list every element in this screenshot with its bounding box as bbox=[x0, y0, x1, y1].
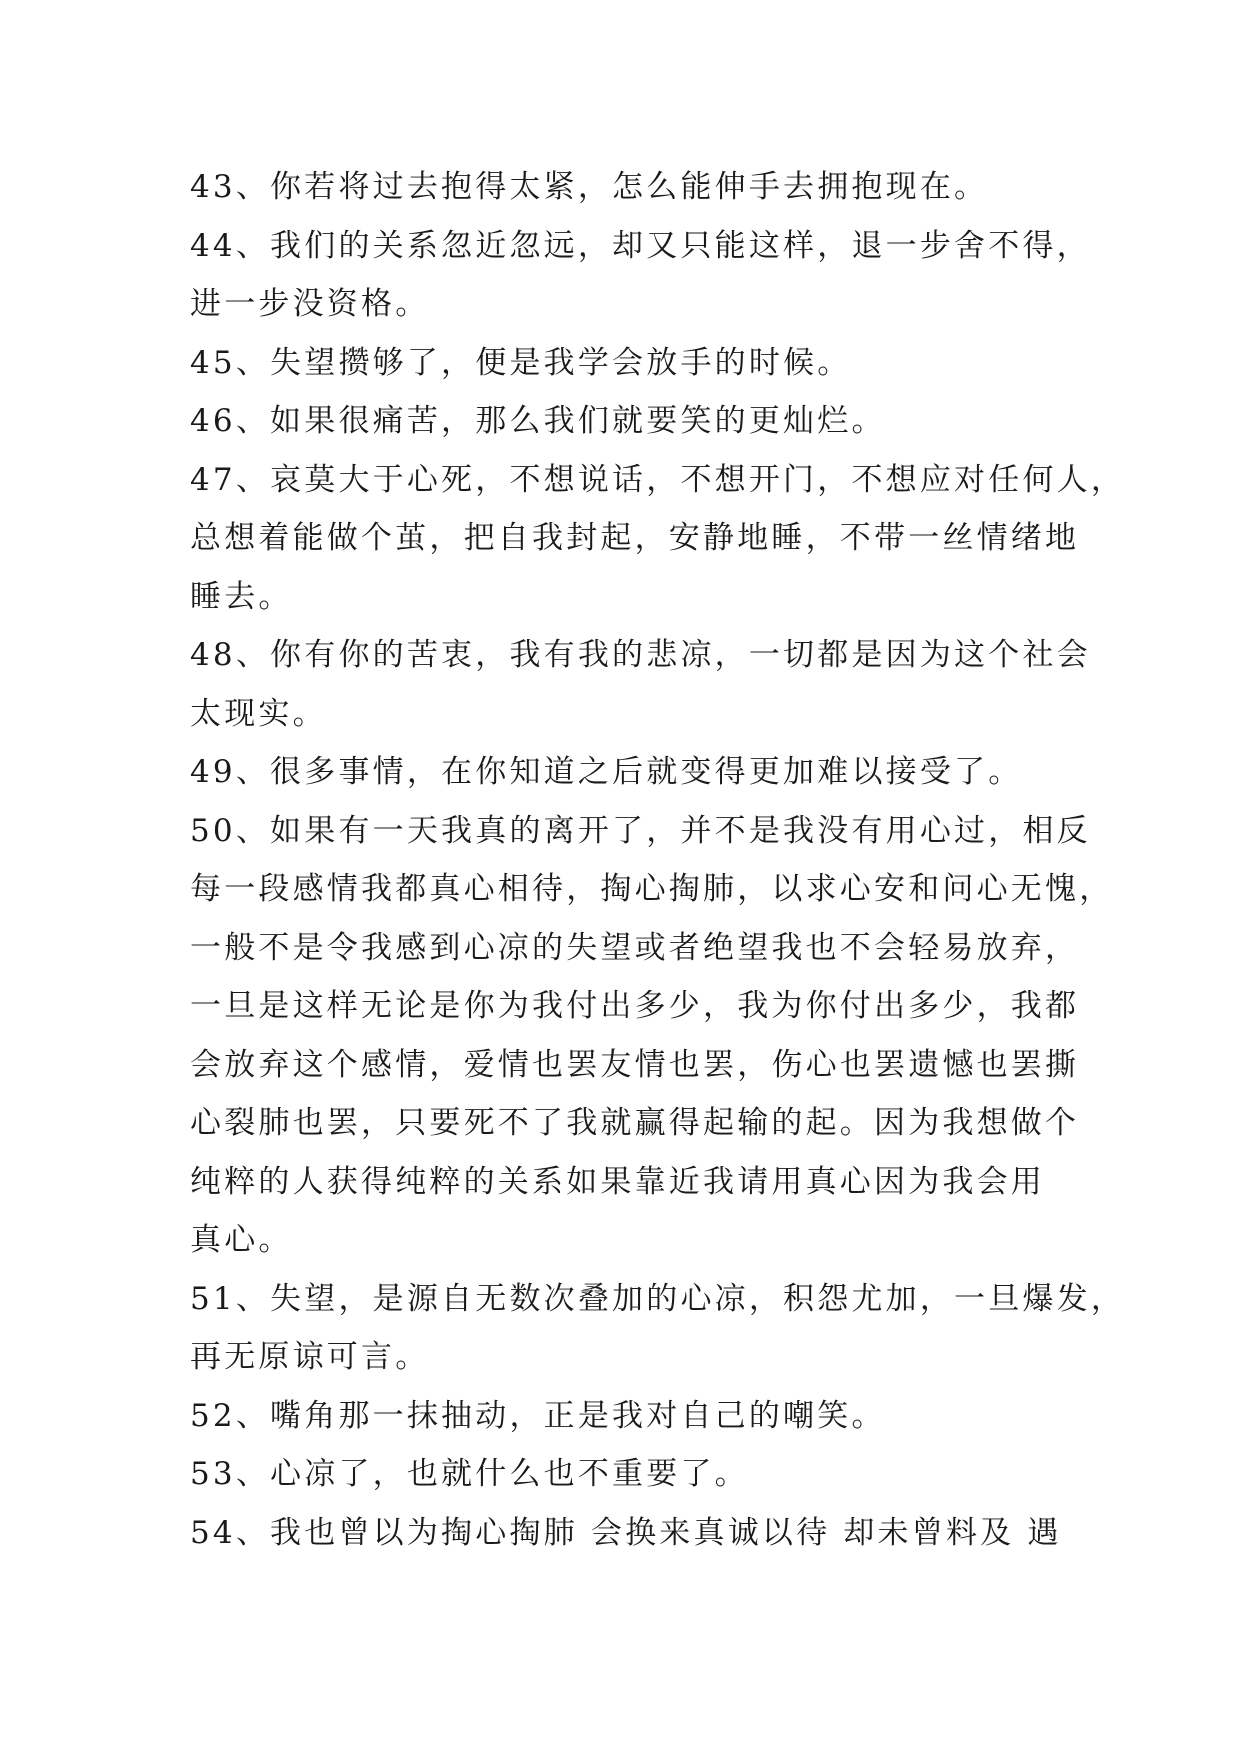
text-line: 太现实。 bbox=[190, 695, 327, 732]
text-line: 真心。 bbox=[190, 1222, 293, 1258]
text-line: 46、如果很痛苦，那么我们就要笑的更灿烂。 bbox=[190, 403, 886, 439]
text-line: 47、哀莫大于心死，不想说话，不想开门，不想应对任何人， bbox=[190, 461, 1126, 498]
text-line: 50、如果有一天我真的离开了，并不是我没有用心过，相反 bbox=[190, 812, 1091, 849]
text-line: 心裂肺也罢，只要死不了我就赢得起输的起。因为我想做个 bbox=[190, 1105, 1080, 1141]
text-line: 52、嘴角那一抹抽动，正是我对自己的嘲笑。 bbox=[190, 1397, 886, 1434]
text-line: 51、失望，是源自无数次叠加的心凉，积怨尤加，一旦爆发， bbox=[190, 1280, 1126, 1317]
text-line: 45、失望攒够了，便是我学会放手的时候。 bbox=[190, 344, 852, 381]
text-line: 会放弃这个感情，爱情也罢友情也罢，伤心也罢遗憾也罢撕 bbox=[190, 1046, 1080, 1083]
text-line: 总想着能做个茧，把自我封起，安静地睡，不带一丝情绪地 bbox=[190, 520, 1080, 556]
text-line: 进一步没资格。 bbox=[190, 286, 430, 322]
text-line: 睡去。 bbox=[190, 578, 293, 615]
text-line: 43、你若将过去抱得太紧，怎么能伸手去拥抱现在。 bbox=[190, 169, 989, 205]
document-body bbox=[190, 158, 1126, 1562]
text-line: 再无原谅可言。 bbox=[190, 1339, 430, 1375]
text-line: 44、我们的关系忽近忽远，却又只能这样，退一步舍不得， bbox=[190, 227, 1091, 264]
text-line: 一般不是令我感到心凉的失望或者绝望我也不会轻易放弃， bbox=[190, 929, 1080, 966]
text-line: 纯粹的人获得纯粹的关系如果靠近我请用真心因为我会用 bbox=[190, 1163, 1045, 1200]
text-line: 一旦是这样无论是你为我付出多少，我为你付出多少，我都 bbox=[190, 988, 1080, 1024]
text-line: 53、心凉了，也就什么也不重要了。 bbox=[190, 1456, 749, 1492]
text-line: 每一段感情我都真心相待，掏心掏肺，以求心安和问心无愧， bbox=[190, 871, 1114, 907]
text-line: 48、你有你的苦衷，我有我的悲凉，一切都是因为这个社会 bbox=[190, 637, 1091, 673]
text-line: 54、我也曾以为掏心掏肺 会换来真诚以待 却未曾料及 遇 bbox=[190, 1514, 1062, 1551]
text-line: 49、很多事情，在你知道之后就变得更加难以接受了。 bbox=[190, 754, 1023, 790]
